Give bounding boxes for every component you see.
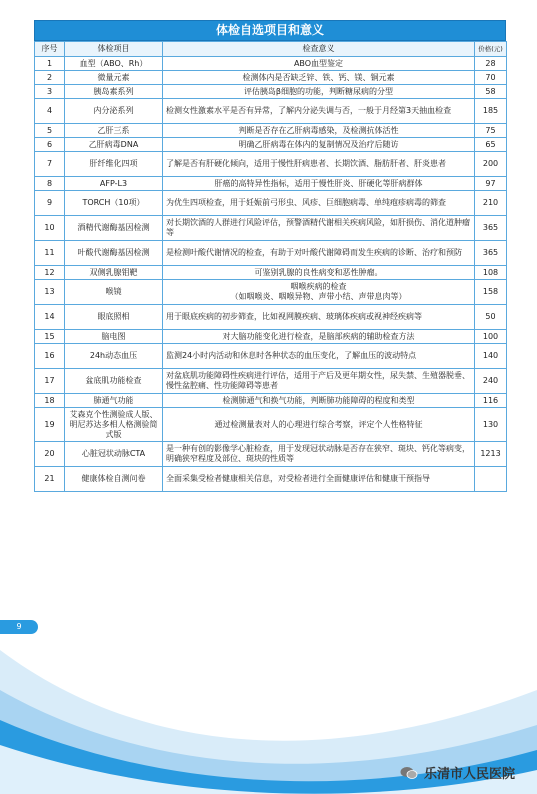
exam-item: 心脏冠状动脉CTA [65,442,163,467]
row-number: 15 [35,330,65,344]
exam-item: 盆底肌功能检查 [65,369,163,394]
exam-meaning: 是一种有创的影像学心脏检查，用于发现冠状动脉是否存在狭窄、斑块、钙化等病变，明确狭窄程度及部位、斑块的性质等 [163,442,475,467]
table-row [35,266,507,280]
exam-meaning: 判断是否存在乙肝病毒感染，及检测抗体活性 [163,124,475,138]
row-number: 19 [35,408,65,442]
row-number: 5 [35,124,65,138]
exam-meaning: ABO血型鉴定 [163,57,475,71]
exam-price: 58 [475,85,507,99]
exam-meaning: 为优生四项检查，用于妊娠前弓形虫、风疹、巨细胞病毒、单纯疱疹病毒的筛查 [163,191,475,216]
exam-meaning: 评估胰岛β细胞的功能，判断糖尿病的分型 [163,85,475,99]
row-number: 4 [35,99,65,124]
row-number: 18 [35,394,65,408]
exam-meaning: 咽喉疾病的检查 （如咽喉炎、咽喉异物、声带小结、声带息肉等） [163,280,475,305]
exam-item: 肝纤维化四项 [65,152,163,177]
price-sheet [34,20,506,492]
exam-meaning: 对长期饮酒的人群进行风险评估，预警酒精代谢相关疾病风险，如肝损伤、消化道肿瘤等 [163,216,475,241]
exam-meaning: 监测24小时内活动和休息时各种状态的血压变化，了解血压的波动特点 [163,344,475,369]
exam-price: 365 [475,241,507,266]
table-row [35,99,507,124]
table-header-row [35,42,507,57]
exam-price: 365 [475,216,507,241]
table-row [35,191,507,216]
exam-price: 240 [475,369,507,394]
exam-item: 叶酸代谢酶基因检测 [65,241,163,266]
exam-meaning: 了解是否有肝硬化倾向，适用于慢性肝病患者、长期饮酒、脂肪肝者、肝炎患者 [163,152,475,177]
exam-item: 酒精代谢酶基因检测 [65,216,163,241]
row-number: 12 [35,266,65,280]
row-number: 20 [35,442,65,467]
table-row [35,241,507,266]
exam-item: TORCH（10项） [65,191,163,216]
exam-meaning: 全面采集受检者健康相关信息，对受检者进行全面健康评估和健康干预指导 [163,467,475,492]
header-item: 体检项目 [65,42,163,57]
exam-price: 28 [475,57,507,71]
exam-price: 130 [475,408,507,442]
exam-meaning: 对大脑功能变化进行检查，是脑部疾病的辅助检查方法 [163,330,475,344]
row-number: 6 [35,138,65,152]
exam-price: 97 [475,177,507,191]
exam-price: 200 [475,152,507,177]
exam-item: 胰岛素系列 [65,85,163,99]
row-number: 1 [35,57,65,71]
row-number: 14 [35,305,65,330]
sheet-title: 体检自选项目和意义 [34,20,506,41]
exam-price: 50 [475,305,507,330]
row-number: 3 [35,85,65,99]
table-row [35,369,507,394]
exam-meaning: 用于眼底疾病的初步筛查，比如视网膜疾病、玻璃体疾病或视神经疾病等 [163,305,475,330]
exam-price: 185 [475,99,507,124]
exam-price: 140 [475,344,507,369]
exam-meaning: 通过检测量表对人的心理进行综合考察，评定个人性格特征 [163,408,475,442]
exam-item: 内分泌系列 [65,99,163,124]
exam-price: 1213 [475,442,507,467]
exam-item: 脑电图 [65,330,163,344]
exam-meaning: 检测体内是否缺乏锌、铁、钙、镁、铜元素 [163,71,475,85]
exam-price: 70 [475,71,507,85]
row-number: 7 [35,152,65,177]
exam-meaning: 肝癌的高特异性指标，适用于慢性肝炎、肝硬化等肝病群体 [163,177,475,191]
table-row [35,280,507,305]
hospital-name: 乐清市人民医院 [424,767,516,782]
row-number: 17 [35,369,65,394]
exam-meaning: 明确乙肝病毒在体内的复制情况及治疗后随访 [163,138,475,152]
row-number: 9 [35,191,65,216]
table-row [35,408,507,442]
table-row [35,57,507,71]
table-row [35,138,507,152]
exam-price [475,467,507,492]
exam-item: 喉镜 [65,280,163,305]
exam-item: 肺通气功能 [65,394,163,408]
exam-item: 乙肝三系 [65,124,163,138]
row-number: 8 [35,177,65,191]
exam-item: 健康体检自测问卷 [65,467,163,492]
exam-meaning: 检测肺通气和换气功能，判断肺功能障碍的程度和类型 [163,394,475,408]
header-meaning: 检查意义 [163,42,475,57]
exam-meaning: 检测女性激素水平是否有异常，了解内分泌失调与否，一般于月经第3天抽血检查 [163,99,475,124]
row-number: 16 [35,344,65,369]
table-row [35,152,507,177]
exam-meaning: 可鉴别乳腺的良性病变和恶性肿瘤。 [163,266,475,280]
hospital-logo [400,763,515,782]
exam-table [34,41,507,492]
table-row [35,216,507,241]
exam-meaning: 对盆底肌功能障碍性疾病进行评估，适用于产后及更年期女性，尿失禁、生殖器脱垂、慢性盆腔痛、性功能障碍等患者 [163,369,475,394]
exam-item: 艾森克个性测验成人版、明尼苏达多相人格测验简式版 [65,408,163,442]
row-number: 2 [35,71,65,85]
table-row [35,305,507,330]
exam-meaning: 是检测叶酸代谢情况的检查，有助于对叶酸代谢障碍而发生疾病的诊断、治疗和预防 [163,241,475,266]
exam-item: 微量元素 [65,71,163,85]
table-row [35,467,507,492]
exam-price: 116 [475,394,507,408]
exam-price: 210 [475,191,507,216]
page-number: 9 [0,620,38,634]
header-price: 价格(元) [475,42,507,57]
exam-price: 108 [475,266,507,280]
exam-price: 65 [475,138,507,152]
header-no: 序号 [35,42,65,57]
table-row [35,177,507,191]
exam-item: 24h动态血压 [65,344,163,369]
exam-item: 眼底照相 [65,305,163,330]
exam-item: 双侧乳腺钼靶 [65,266,163,280]
table-row [35,344,507,369]
table-row [35,394,507,408]
exam-price: 158 [475,280,507,305]
table-row [35,71,507,85]
table-row [35,330,507,344]
row-number: 11 [35,241,65,266]
table-row [35,85,507,99]
exam-item: 乙肝病毒DNA [65,138,163,152]
exam-price: 75 [475,124,507,138]
exam-price: 100 [475,330,507,344]
row-number: 13 [35,280,65,305]
chat-bubble-icon [400,766,418,780]
exam-item: AFP-L3 [65,177,163,191]
table-row [35,442,507,467]
table-row [35,124,507,138]
row-number: 21 [35,467,65,492]
row-number: 10 [35,216,65,241]
exam-item: 血型（ABO、Rh） [65,57,163,71]
